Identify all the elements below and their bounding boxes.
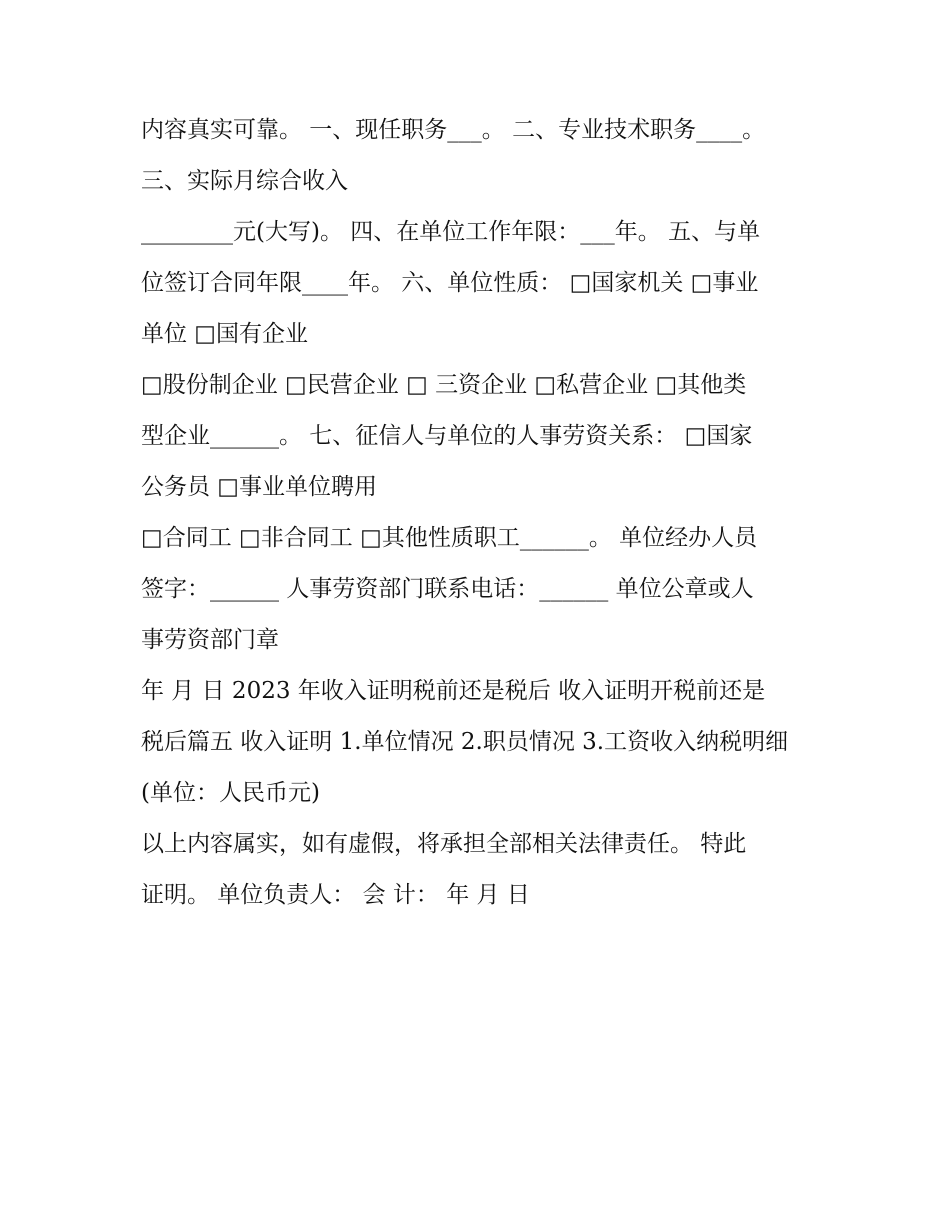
text-line: 证明。 单位负责人： 会 计： 年 月 日 [141,882,530,908]
text-line: 税后篇五 收入证明 1.单位情况 2.职员情况 3.工资收入纳税明细 [141,729,789,755]
text-line: 单位 □国有企业 [141,321,309,347]
text-line: 年 月 日 2023 年收入证明税前还是税后 收入证明开税前还是 [141,678,766,704]
text-line: 内容真实可靠。 一、现任职务___。 二、专业技术职务____。 [141,117,766,143]
text-line: 位签订合同年限____年。 六、单位性质： □国家机关 □事业 [141,270,759,296]
text-line: □合同工 □非合同工 □其他性质职工______。 单位经办人员 [141,525,758,551]
text-line: (单位：人民币元) [141,780,320,806]
text-line: 公务员 □事业单位聘用 [141,474,378,500]
text-line: 型企业______。 七、征信人与单位的人事劳资关系： □国家 [141,423,753,449]
document-body [141,105,821,921]
text-line: 三、实际月综合收入 [141,168,348,194]
text-line: 事劳资部门章 [141,627,279,653]
text-line: 签字：______ 人事劳资部门联系电话：______ 单位公章或人 [141,576,754,602]
text-line: ________元(大写)。 四、在单位工作年限：___年。 五、与单 [141,219,761,245]
text-line: □股份制企业 □民营企业 □ 三资企业 □私营企业 □其他类 [141,372,747,398]
text-line: 以上内容属实，如有虚假，将承担全部相关法律责任。 特此 [141,831,747,857]
